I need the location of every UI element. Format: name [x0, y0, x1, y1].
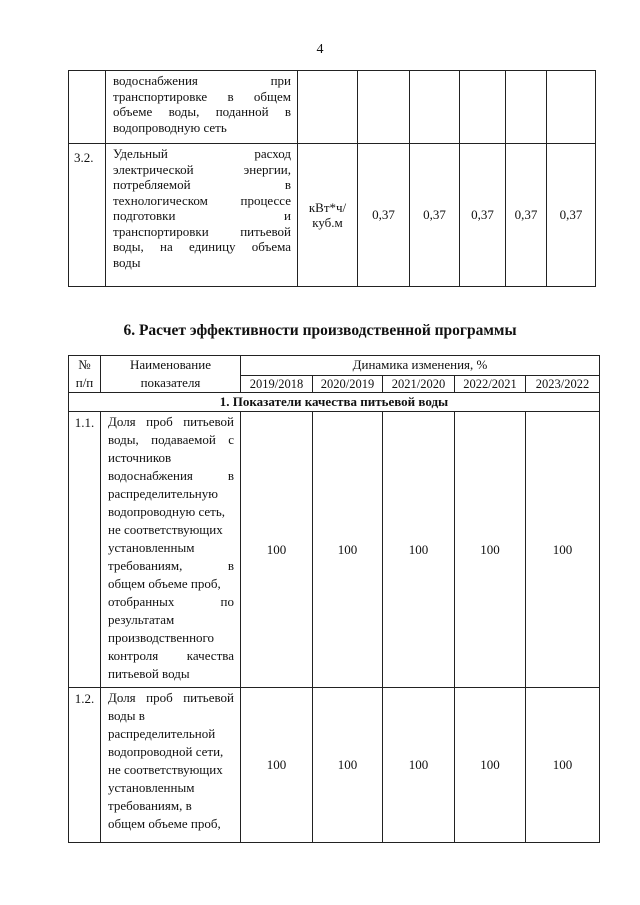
value-cell: 0,37	[547, 144, 596, 287]
table-row	[69, 412, 600, 688]
section-title: 6. Расчет эффективности производственной программы	[123, 322, 517, 339]
text-line: источников	[108, 450, 172, 465]
text-line: воды, на единицу объема	[113, 239, 291, 254]
text-line: установленным	[108, 540, 195, 555]
value-cell: 100	[241, 412, 313, 688]
text-line: воды, подаваемой с	[108, 432, 234, 447]
unit-line: куб.м	[312, 215, 343, 230]
text-line: контроля качества	[108, 648, 234, 663]
value-cell: 100	[313, 688, 383, 843]
value-cell: 100	[313, 412, 383, 688]
text-line: распределительную	[108, 486, 218, 501]
year-header: 2021/2020	[383, 375, 455, 392]
value-cell: 100	[526, 688, 600, 843]
value-cell: 0,37	[410, 144, 460, 287]
header-line: п/п	[75, 375, 94, 390]
indicator-name-header	[101, 356, 241, 393]
text-line: технологическом процессе	[113, 192, 291, 208]
row-number-header	[69, 356, 101, 393]
text-line: подготовки и	[113, 208, 291, 223]
indicators-table-continuation	[68, 70, 596, 287]
value-cell: 0,37	[460, 144, 506, 287]
group-title: 1. Показатели качества питьевой воды	[69, 393, 600, 412]
text-line: не соответствующих	[108, 762, 223, 777]
row-number-cell	[69, 71, 106, 144]
value-cell: 100	[241, 688, 313, 843]
text-line: питьевой воды	[108, 666, 190, 681]
value-cell: 100	[455, 688, 526, 843]
text-line: водопроводную сеть,	[108, 504, 226, 519]
text-line: не соответствующих	[108, 522, 223, 537]
text-line: объеме воды, поданной в	[113, 104, 291, 119]
table-row	[69, 71, 596, 144]
indicator-name-cell	[106, 144, 298, 287]
header-line: Наименование	[130, 357, 211, 372]
text-line: Доля проб питьевой	[108, 690, 234, 705]
value-cell	[358, 71, 410, 144]
text-line: водопроводной сети,	[108, 744, 224, 759]
header-line: №	[78, 357, 91, 372]
row-number-cell: 1.1.	[69, 412, 101, 688]
indicator-name-cell	[101, 412, 241, 688]
value-cell: 100	[383, 412, 455, 688]
page-number: 4	[316, 42, 324, 57]
text-line: транспортировки питьевой	[113, 223, 291, 239]
text-line: требованиям, в	[108, 558, 234, 573]
indicator-name-cell	[101, 688, 241, 843]
text-line: транспортировке в общем	[113, 88, 291, 104]
row-number-cell: 3.2.	[69, 144, 106, 287]
value-cell: 100	[383, 688, 455, 843]
text-line: установленным	[108, 780, 195, 795]
text-line: потребляемой в	[113, 177, 291, 192]
text-line: результатам	[108, 612, 175, 627]
table-row	[69, 144, 596, 287]
value-cell: 100	[526, 412, 600, 688]
text-line: требованиям, в	[108, 798, 192, 813]
text-line: водоснабжения в	[108, 468, 234, 483]
indicator-name-cell	[106, 71, 298, 144]
unit-line: кВт*ч/	[308, 199, 347, 215]
efficiency-table	[68, 355, 600, 843]
group-row	[69, 393, 600, 412]
dynamics-header: Динамика изменения, %	[241, 356, 600, 376]
value-cell: 0,37	[506, 144, 547, 287]
value-cell: 0,37	[358, 144, 410, 287]
year-header: 2023/2022	[526, 375, 600, 392]
text-line: Удельный расход	[113, 146, 291, 161]
row-number-cell: 1.2.	[69, 688, 101, 843]
text-line: водоснабжения при	[113, 73, 291, 88]
text-line: общем объеме проб,	[108, 816, 221, 831]
text-line: воды в	[108, 708, 145, 723]
text-line: производственного	[108, 630, 215, 645]
year-header: 2022/2021	[455, 375, 526, 392]
text-line: Доля проб питьевой	[108, 414, 234, 429]
unit-cell	[298, 71, 358, 144]
value-cell	[410, 71, 460, 144]
header-row	[69, 356, 600, 376]
text-line: распределительной	[108, 726, 216, 741]
year-header: 2019/2018	[241, 375, 313, 392]
header-line: показателя	[140, 375, 201, 390]
text-line: водопроводную сеть	[113, 119, 227, 135]
value-cell: 100	[455, 412, 526, 688]
text-line: электрической энергии,	[113, 161, 291, 177]
text-line: отобранных по	[108, 594, 234, 609]
value-cell	[460, 71, 506, 144]
value-cell	[547, 71, 596, 144]
unit-cell	[298, 144, 358, 287]
text-line: воды	[113, 254, 141, 270]
text-line: общем объеме проб,	[108, 576, 221, 591]
year-header: 2020/2019	[313, 375, 383, 392]
table-row	[69, 688, 600, 843]
value-cell	[506, 71, 547, 144]
